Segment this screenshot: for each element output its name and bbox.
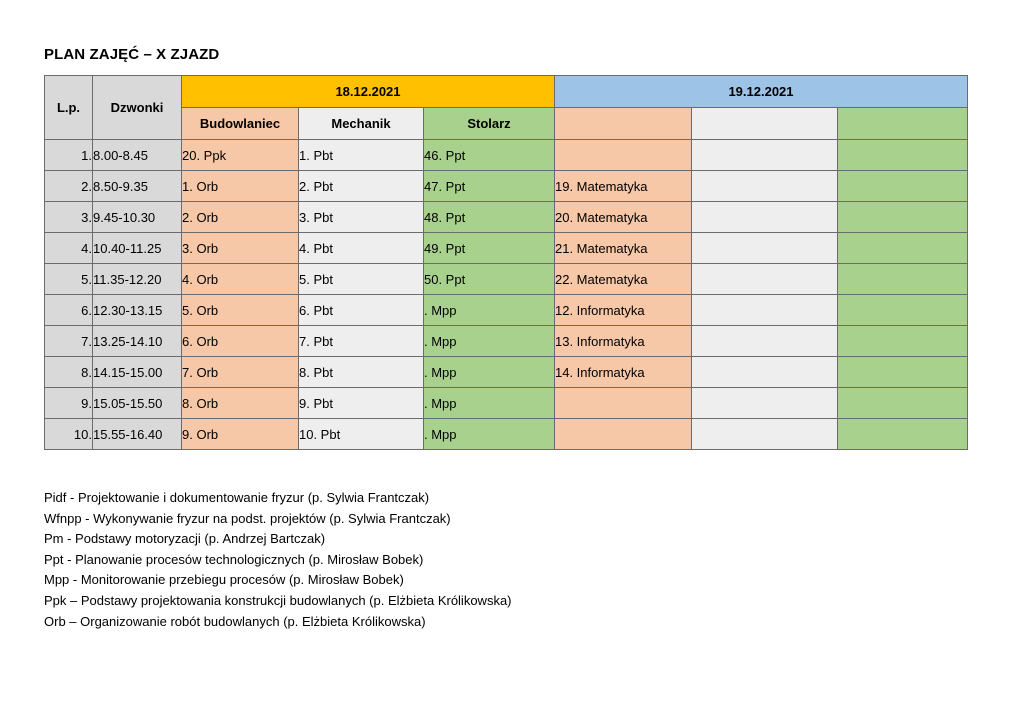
table-row xyxy=(45,388,968,419)
table-row xyxy=(45,419,968,450)
row-number: 4. xyxy=(45,233,93,264)
header-date-2: 19.12.2021 xyxy=(555,76,968,108)
cell-budowlaniec: 2. Orb xyxy=(182,202,299,233)
cell-mechanik: 5. Pbt xyxy=(299,264,424,295)
header-budowlaniec: Budowlaniec xyxy=(182,108,299,140)
cell-day2-col1 xyxy=(555,419,692,450)
cell-day2-col1: 14. Informatyka xyxy=(555,357,692,388)
cell-day2-col3 xyxy=(838,326,968,357)
table-row xyxy=(45,264,968,295)
header-date-1: 18.12.2021 xyxy=(182,76,555,108)
cell-day2-col1 xyxy=(555,140,692,171)
row-time: 15.55-16.40 xyxy=(93,419,182,450)
legend-item: Pidf - Projektowanie i dokumentowanie fryzur (p. Sylwia Frantczak) xyxy=(44,490,430,505)
cell-day2-col2 xyxy=(692,357,838,388)
cell-stolarz: 47. Ppt xyxy=(424,171,555,202)
cell-budowlaniec: 20. Ppk xyxy=(182,140,299,171)
row-number: 7. xyxy=(45,326,93,357)
row-time: 15.05-15.50 xyxy=(93,388,182,419)
page-title: PLAN ZAJĘĆ – X ZJAZD xyxy=(44,46,220,63)
cell-day2-col3 xyxy=(838,140,968,171)
table-row xyxy=(45,202,968,233)
cell-budowlaniec: 8. Orb xyxy=(182,388,299,419)
cell-day2-col2 xyxy=(692,419,838,450)
cell-mechanik: 2. Pbt xyxy=(299,171,424,202)
row-time: 9.45-10.30 xyxy=(93,202,182,233)
cell-day2-col1: 21. Matematyka xyxy=(555,233,692,264)
cell-mechanik: 1. Pbt xyxy=(299,140,424,171)
cell-day2-col2 xyxy=(692,171,838,202)
cell-day2-col2 xyxy=(692,233,838,264)
row-time: 13.25-14.10 xyxy=(93,326,182,357)
row-number: 3. xyxy=(45,202,93,233)
cell-day2-col1: 20. Matematyka xyxy=(555,202,692,233)
cell-day2-col1: 22. Matematyka xyxy=(555,264,692,295)
row-number: 10. xyxy=(45,419,93,450)
cell-budowlaniec: 6. Orb xyxy=(182,326,299,357)
row-time: 8.50-9.35 xyxy=(93,171,182,202)
cell-budowlaniec: 1. Orb xyxy=(182,171,299,202)
cell-day2-col1: 12. Informatyka xyxy=(555,295,692,326)
table-row xyxy=(45,326,968,357)
cell-day2-col3 xyxy=(838,202,968,233)
header-stolarz: Stolarz xyxy=(424,108,555,140)
header-col6 xyxy=(838,108,968,140)
legend-item: Mpp - Monitorowanie przebiegu procesów (p. Mirosław Bobek) xyxy=(44,572,404,588)
cell-stolarz: 50. Ppt xyxy=(424,264,555,295)
header-dzwonki: Dzwonki xyxy=(93,76,182,140)
cell-day2-col3 xyxy=(838,171,968,202)
cell-mechanik: 4. Pbt xyxy=(299,233,424,264)
cell-stolarz: 48. Ppt xyxy=(424,202,555,233)
table-row xyxy=(45,357,968,388)
header-col4 xyxy=(555,108,692,140)
table-row xyxy=(45,295,968,326)
cell-mechanik: 10. Pbt xyxy=(299,419,424,450)
cell-budowlaniec: 4. Orb xyxy=(182,264,299,295)
row-time: 8.00-8.45 xyxy=(93,140,182,171)
table-row xyxy=(45,171,968,202)
legend-item: Ppt - Planowanie procesów technologicznych (p. Mirosław Bobek) xyxy=(44,551,424,567)
legend-item: Ppk – Podstawy projektowania konstrukcji budowlanych (p. Elżbieta Królikowska) xyxy=(44,592,512,608)
cell-stolarz: . Mpp xyxy=(424,388,555,419)
cell-mechanik: 3. Pbt xyxy=(299,202,424,233)
row-time: 11.35-12.20 xyxy=(93,264,182,295)
cell-day2-col2 xyxy=(692,388,838,419)
row-number: 6. xyxy=(45,295,93,326)
legend xyxy=(44,488,512,632)
cell-day2-col3 xyxy=(838,388,968,419)
row-number: 9. xyxy=(45,388,93,419)
header-mechanik: Mechanik xyxy=(299,108,424,140)
row-number: 2. xyxy=(45,171,93,202)
cell-day2-col3 xyxy=(838,264,968,295)
row-time: 10.40-11.25 xyxy=(93,233,182,264)
cell-day2-col2 xyxy=(692,202,838,233)
cell-budowlaniec: 3. Orb xyxy=(182,233,299,264)
cell-stolarz: . Mpp xyxy=(424,295,555,326)
legend-item: Orb – Organizowanie robót budowlanych (p. Elżbieta Królikowska) xyxy=(44,613,426,629)
cell-day2-col2 xyxy=(692,140,838,171)
row-number: 1. xyxy=(45,140,93,171)
table-row xyxy=(45,233,968,264)
cell-budowlaniec: 5. Orb xyxy=(182,295,299,326)
cell-day2-col1 xyxy=(555,388,692,419)
schedule-table xyxy=(44,75,968,450)
cell-day2-col3 xyxy=(838,419,968,450)
table-row xyxy=(45,140,968,171)
cell-stolarz: 46. Ppt xyxy=(424,140,555,171)
cell-mechanik: 7. Pbt xyxy=(299,326,424,357)
header-lp: L.p. xyxy=(45,76,93,140)
cell-day2-col1: 13. Informatyka xyxy=(555,326,692,357)
row-number: 8. xyxy=(45,357,93,388)
legend-item: Pm - Podstawy motoryzacji (p. Andrzej Bartczak) xyxy=(44,531,326,547)
cell-budowlaniec: 7. Orb xyxy=(182,357,299,388)
cell-day2-col2 xyxy=(692,295,838,326)
row-time: 12.30-13.15 xyxy=(93,295,182,326)
cell-day2-col3 xyxy=(838,233,968,264)
cell-stolarz: . Mpp xyxy=(424,419,555,450)
cell-budowlaniec: 9. Orb xyxy=(182,419,299,450)
cell-stolarz: . Mpp xyxy=(424,357,555,388)
cell-mechanik: 6. Pbt xyxy=(299,295,424,326)
legend-item: Wfnpp - Wykonywanie fryzur na podst. projektów (p. Sylwia Frantczak) xyxy=(44,510,451,526)
cell-day2-col3 xyxy=(838,295,968,326)
cell-stolarz: 49. Ppt xyxy=(424,233,555,264)
cell-mechanik: 9. Pbt xyxy=(299,388,424,419)
cell-stolarz: . Mpp xyxy=(424,326,555,357)
cell-mechanik: 8. Pbt xyxy=(299,357,424,388)
row-time: 14.15-15.00 xyxy=(93,357,182,388)
cell-day2-col1: 19. Matematyka xyxy=(555,171,692,202)
row-number: 5. xyxy=(45,264,93,295)
cell-day2-col3 xyxy=(838,357,968,388)
cell-day2-col2 xyxy=(692,326,838,357)
cell-day2-col2 xyxy=(692,264,838,295)
header-col5 xyxy=(692,108,838,140)
